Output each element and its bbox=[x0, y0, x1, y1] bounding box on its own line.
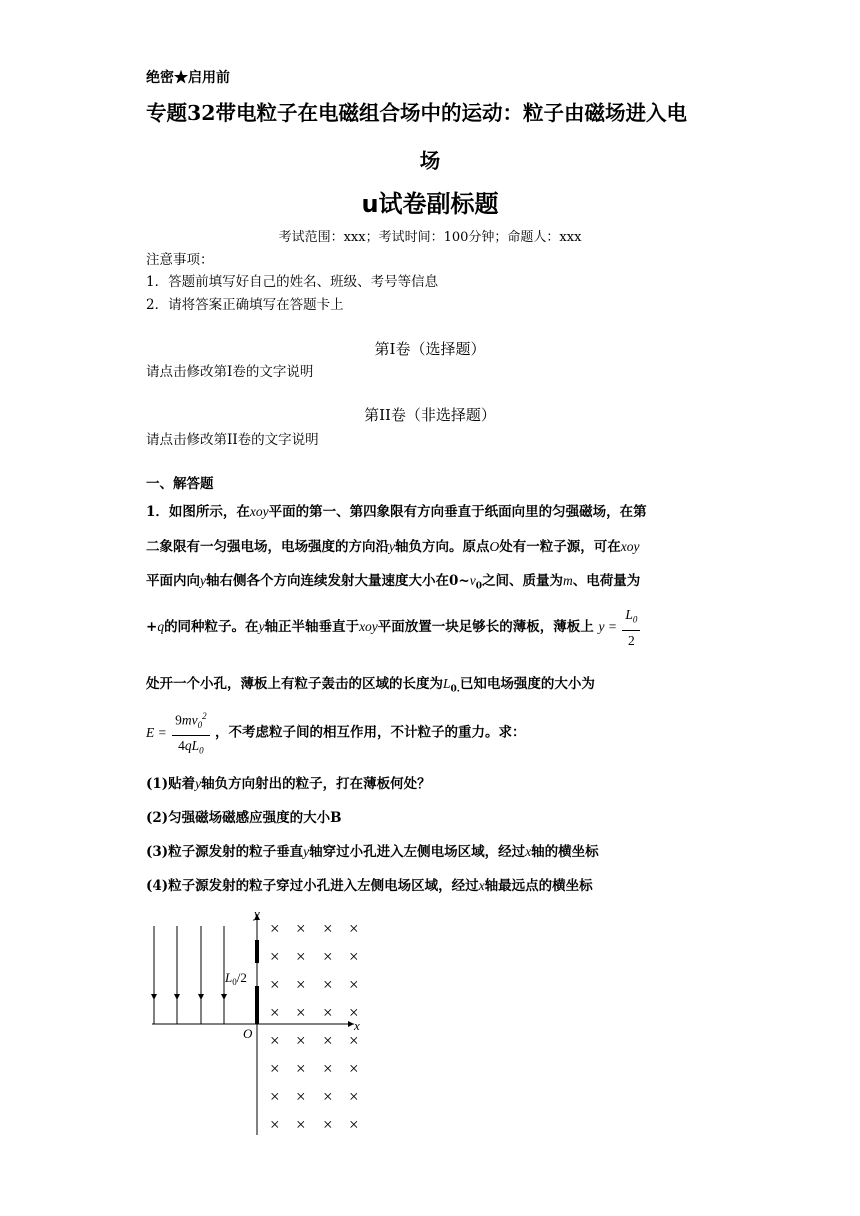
field-cross-mark: × bbox=[296, 1059, 306, 1078]
field-cross-mark: × bbox=[270, 1087, 280, 1106]
field-cross-mark: × bbox=[323, 947, 333, 966]
field-cross-mark: × bbox=[323, 975, 333, 994]
field-cross-mark: × bbox=[270, 919, 280, 938]
part2-description[interactable]: 请点击修改第II卷的文字说明 bbox=[146, 432, 319, 448]
subquestion-3: (3)粒子源发射的粒子垂直y轴穿过小孔进入左侧电场区域，经过x轴的横坐标 bbox=[146, 844, 599, 860]
field-cross-mark: × bbox=[323, 1031, 333, 1050]
field-cross-mark: × bbox=[349, 947, 359, 966]
field-cross-mark: × bbox=[323, 1087, 333, 1106]
part1-description[interactable]: 请点击修改第I卷的文字说明 bbox=[146, 364, 314, 380]
question-line: E = $\frac{9mv_0^2}{4qL_0}$ ，不考虑粒子间的相互作用，不计粒子的重力。求： bbox=[146, 707, 525, 760]
subquestion-1: (1)贴着y轴负方向射出的粒子，打在薄板何处？ bbox=[146, 776, 431, 792]
field-cross-mark: × bbox=[296, 1031, 306, 1050]
paper-title-line2: 场 bbox=[419, 149, 441, 173]
part2-title: 第II卷（非选择题） bbox=[364, 406, 496, 424]
field-cross-mark: × bbox=[349, 1059, 359, 1078]
field-cross-mark: × bbox=[349, 1031, 359, 1050]
origin-label: O bbox=[243, 1026, 253, 1041]
exam-info: 考试范围：xxx；考试时间：100分钟；命题人：xxx bbox=[278, 230, 582, 245]
field-cross-mark: × bbox=[323, 1115, 333, 1134]
field-cross-mark: × bbox=[323, 919, 333, 938]
field-cross-mark: × bbox=[296, 1115, 306, 1134]
electric-field-lines bbox=[154, 926, 224, 1024]
field-cross-mark: × bbox=[349, 1115, 359, 1134]
section-heading: 一、解答题 bbox=[146, 476, 214, 492]
field-cross-mark: × bbox=[296, 947, 306, 966]
field-cross-mark: × bbox=[296, 919, 306, 938]
equation-hole-position: y = $\frac{L_0}{2}$ bbox=[599, 619, 643, 634]
part1-title: 第I卷（选择题） bbox=[374, 340, 486, 358]
paper-title-line1: 专题32带电粒子在电磁组合场中的运动：粒子由磁场进入电 bbox=[146, 101, 688, 125]
equation-field-strength: E = $\frac{9mv_0^2}{4qL_0}$ bbox=[146, 725, 215, 740]
field-cross-mark: × bbox=[296, 1087, 306, 1106]
question-line: +q的同种粒子。在y轴正半轴垂直于xoy平面放置一块足够长的薄板，薄板上 y = $\frac{L_0}{2}$ bbox=[146, 606, 642, 650]
hole-position-label: $L_0/2$ bbox=[225, 970, 247, 987]
question-line: 处开一个小孔，薄板上有粒子轰击的区域的长度为$L_{0.}$已知电场强度的大小为 bbox=[146, 676, 595, 695]
field-cross-mark: × bbox=[270, 1059, 280, 1078]
paper-subtitle: u试卷副标题 bbox=[361, 190, 499, 218]
field-cross-mark: × bbox=[270, 1003, 280, 1022]
magnetic-field-marks bbox=[270, 919, 359, 1134]
question-line: 平面内向y轴右侧各个方向连续发射大量速度大小在$0\sim v_0$之间、质量为m、电荷量为 bbox=[146, 573, 641, 592]
field-cross-mark: × bbox=[349, 975, 359, 994]
field-cross-mark: × bbox=[349, 1087, 359, 1106]
field-cross-mark: × bbox=[296, 1003, 306, 1022]
question-line: 二象限有一匀强电场，电场强度的方向沿y轴负方向。原点O处有一粒子源，可在xoy bbox=[146, 539, 640, 555]
field-cross-mark: × bbox=[349, 919, 359, 938]
field-cross-mark: × bbox=[270, 1115, 280, 1134]
field-cross-mark: × bbox=[323, 1003, 333, 1022]
confidential-label: 绝密★启用前 bbox=[146, 70, 230, 86]
subquestion-2: (2)匀强磁场磁感应强度的大小B bbox=[146, 810, 342, 826]
field-cross-mark: × bbox=[323, 1059, 333, 1078]
field-cross-mark: × bbox=[296, 975, 306, 994]
field-cross-mark: × bbox=[270, 975, 280, 994]
notes-heading: 注意事项： bbox=[146, 252, 214, 268]
field-cross-mark: × bbox=[270, 1031, 280, 1050]
field-diagram bbox=[140, 900, 380, 1140]
question-line: 1．如图所示，在xoy平面的第一、第四象限有方向垂直于纸面向里的匀强磁场，在第 bbox=[146, 504, 647, 520]
x-axis-label: x bbox=[354, 1018, 360, 1033]
subquestion-4: (4)粒子源发射的粒子穿过小孔进入左侧电场区域，经过x轴最远点的横坐标 bbox=[146, 878, 593, 894]
field-cross-mark: × bbox=[349, 1003, 359, 1022]
y-axis-label: y bbox=[254, 906, 260, 921]
field-cross-mark: × bbox=[270, 947, 280, 966]
notes-item: 1．答题前填写好自己的姓名、班级、考号等信息 bbox=[146, 274, 439, 290]
notes-item: 2．请将答案正确填写在答题卡上 bbox=[146, 297, 344, 313]
